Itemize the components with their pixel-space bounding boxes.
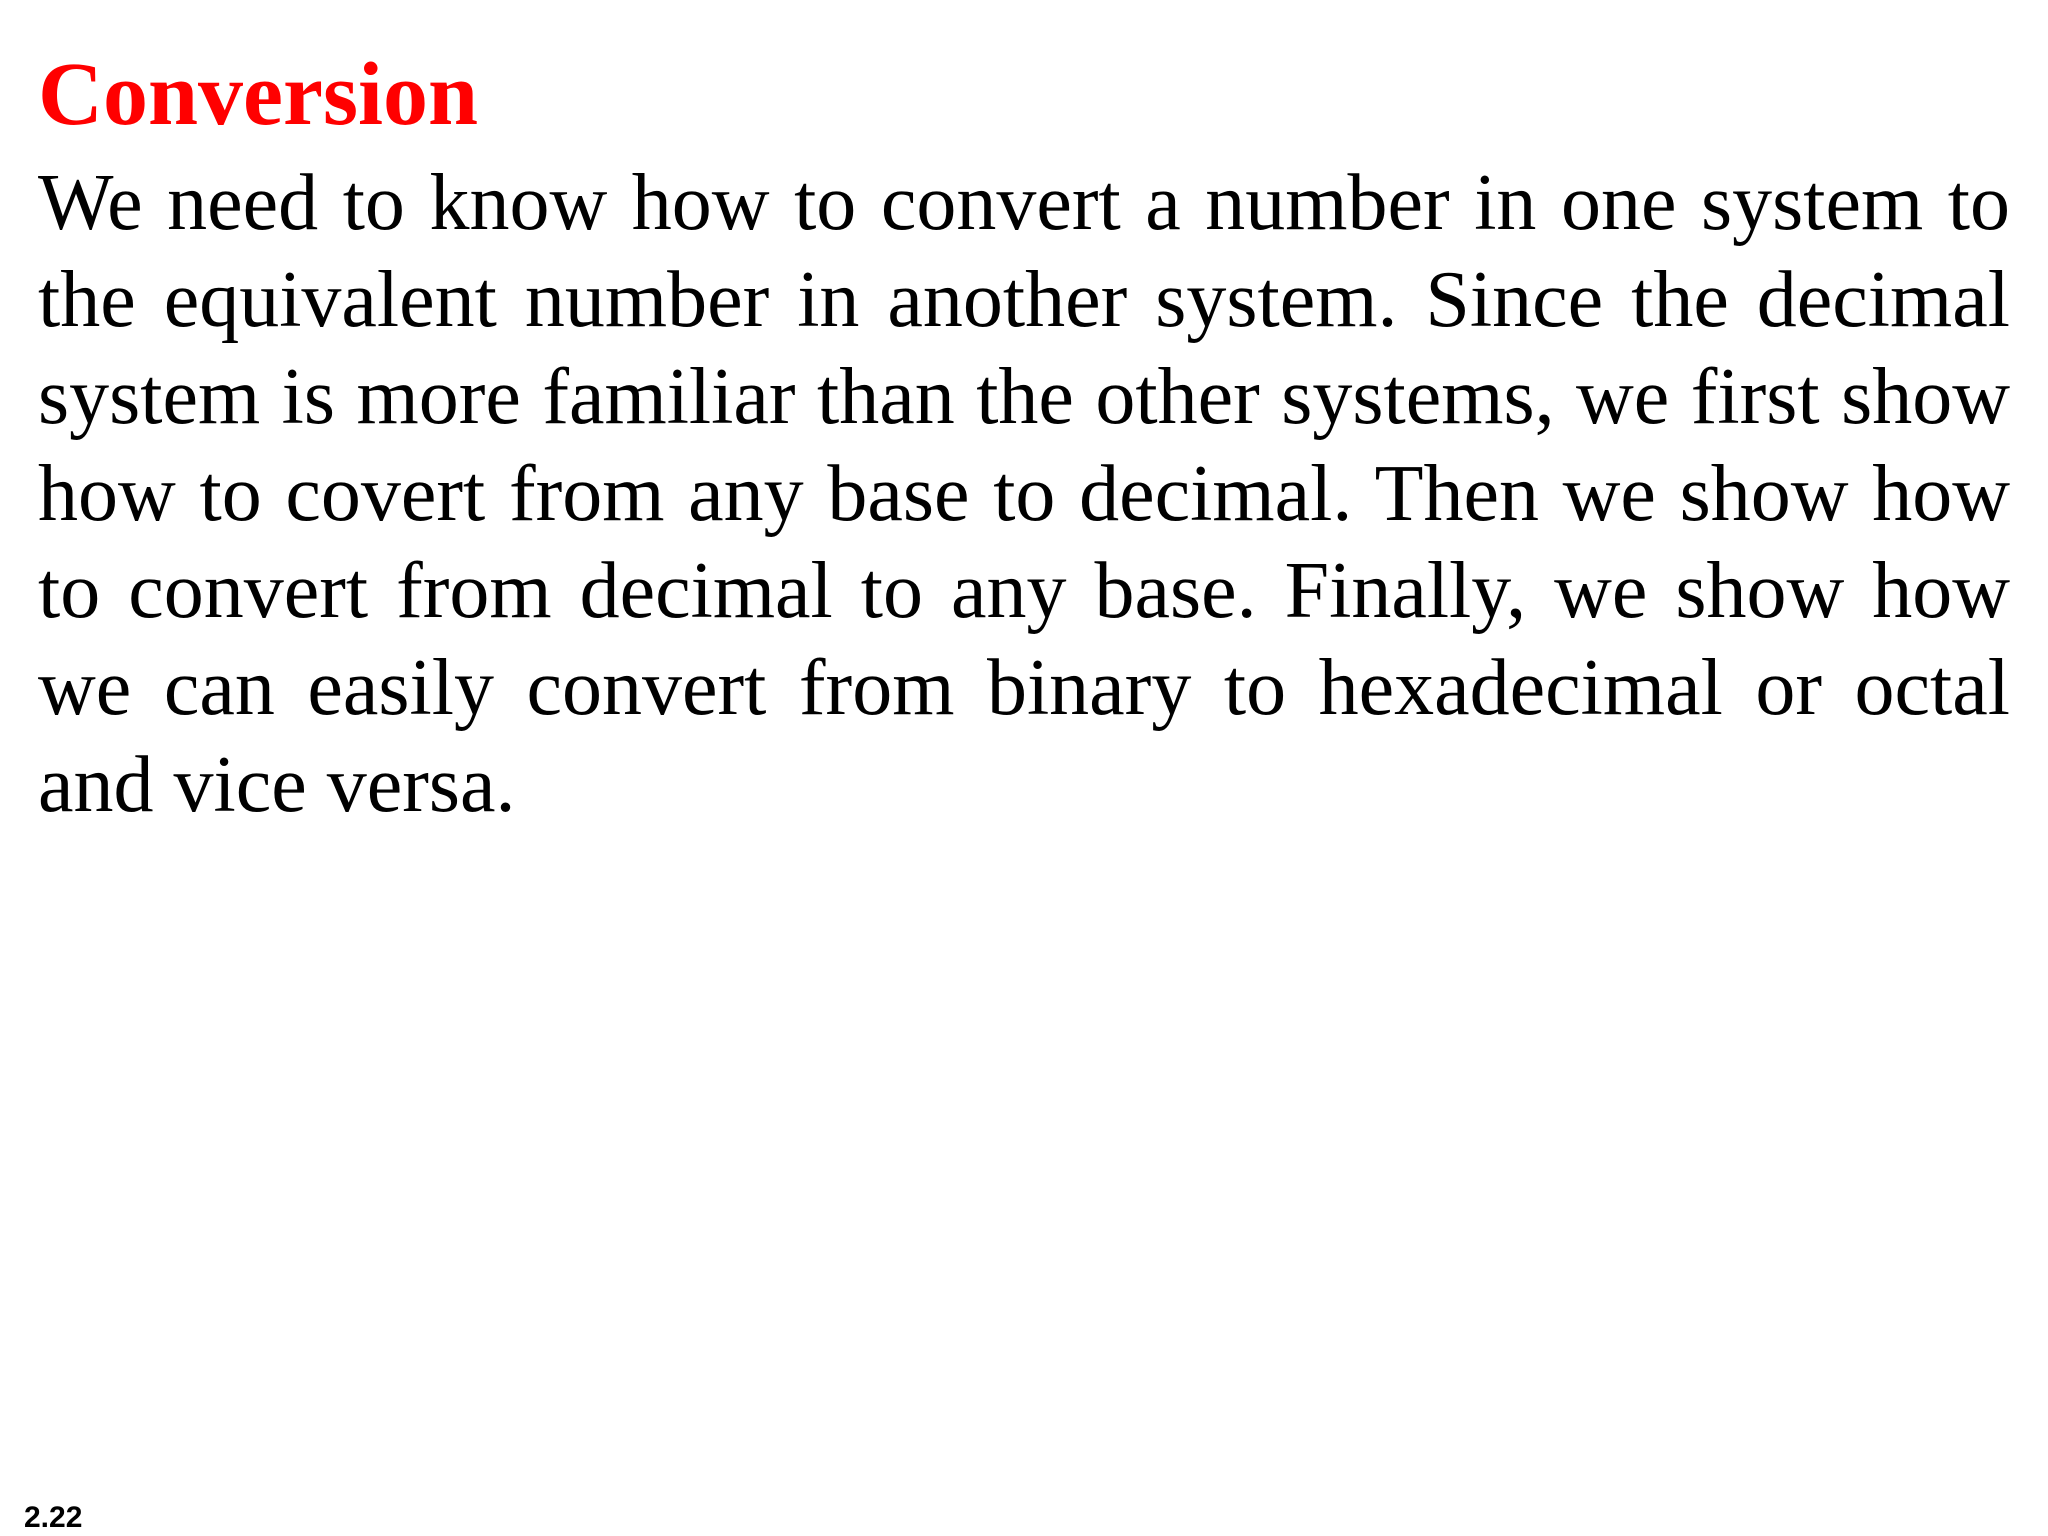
body-line: We need to know how to convert a number in one system to	[38, 159, 2010, 247]
body-line: and vice versa.	[38, 741, 516, 829]
body-line: to convert from decimal to any base. Finally, we show how	[38, 547, 2010, 635]
body-line: the equivalent number in another system. Since the decimal	[38, 256, 2010, 344]
body-line: how to covert from any base to decimal. Then we show how	[38, 450, 2010, 538]
slide-title: Conversion	[38, 45, 479, 144]
slide-body	[38, 155, 2010, 834]
body-line: system is more familiar than the other systems, we first show	[38, 353, 2010, 441]
body-line: we can easily convert from binary to hexadecimal or octal	[38, 644, 2010, 732]
slide-number: 2.22	[24, 1501, 83, 1534]
